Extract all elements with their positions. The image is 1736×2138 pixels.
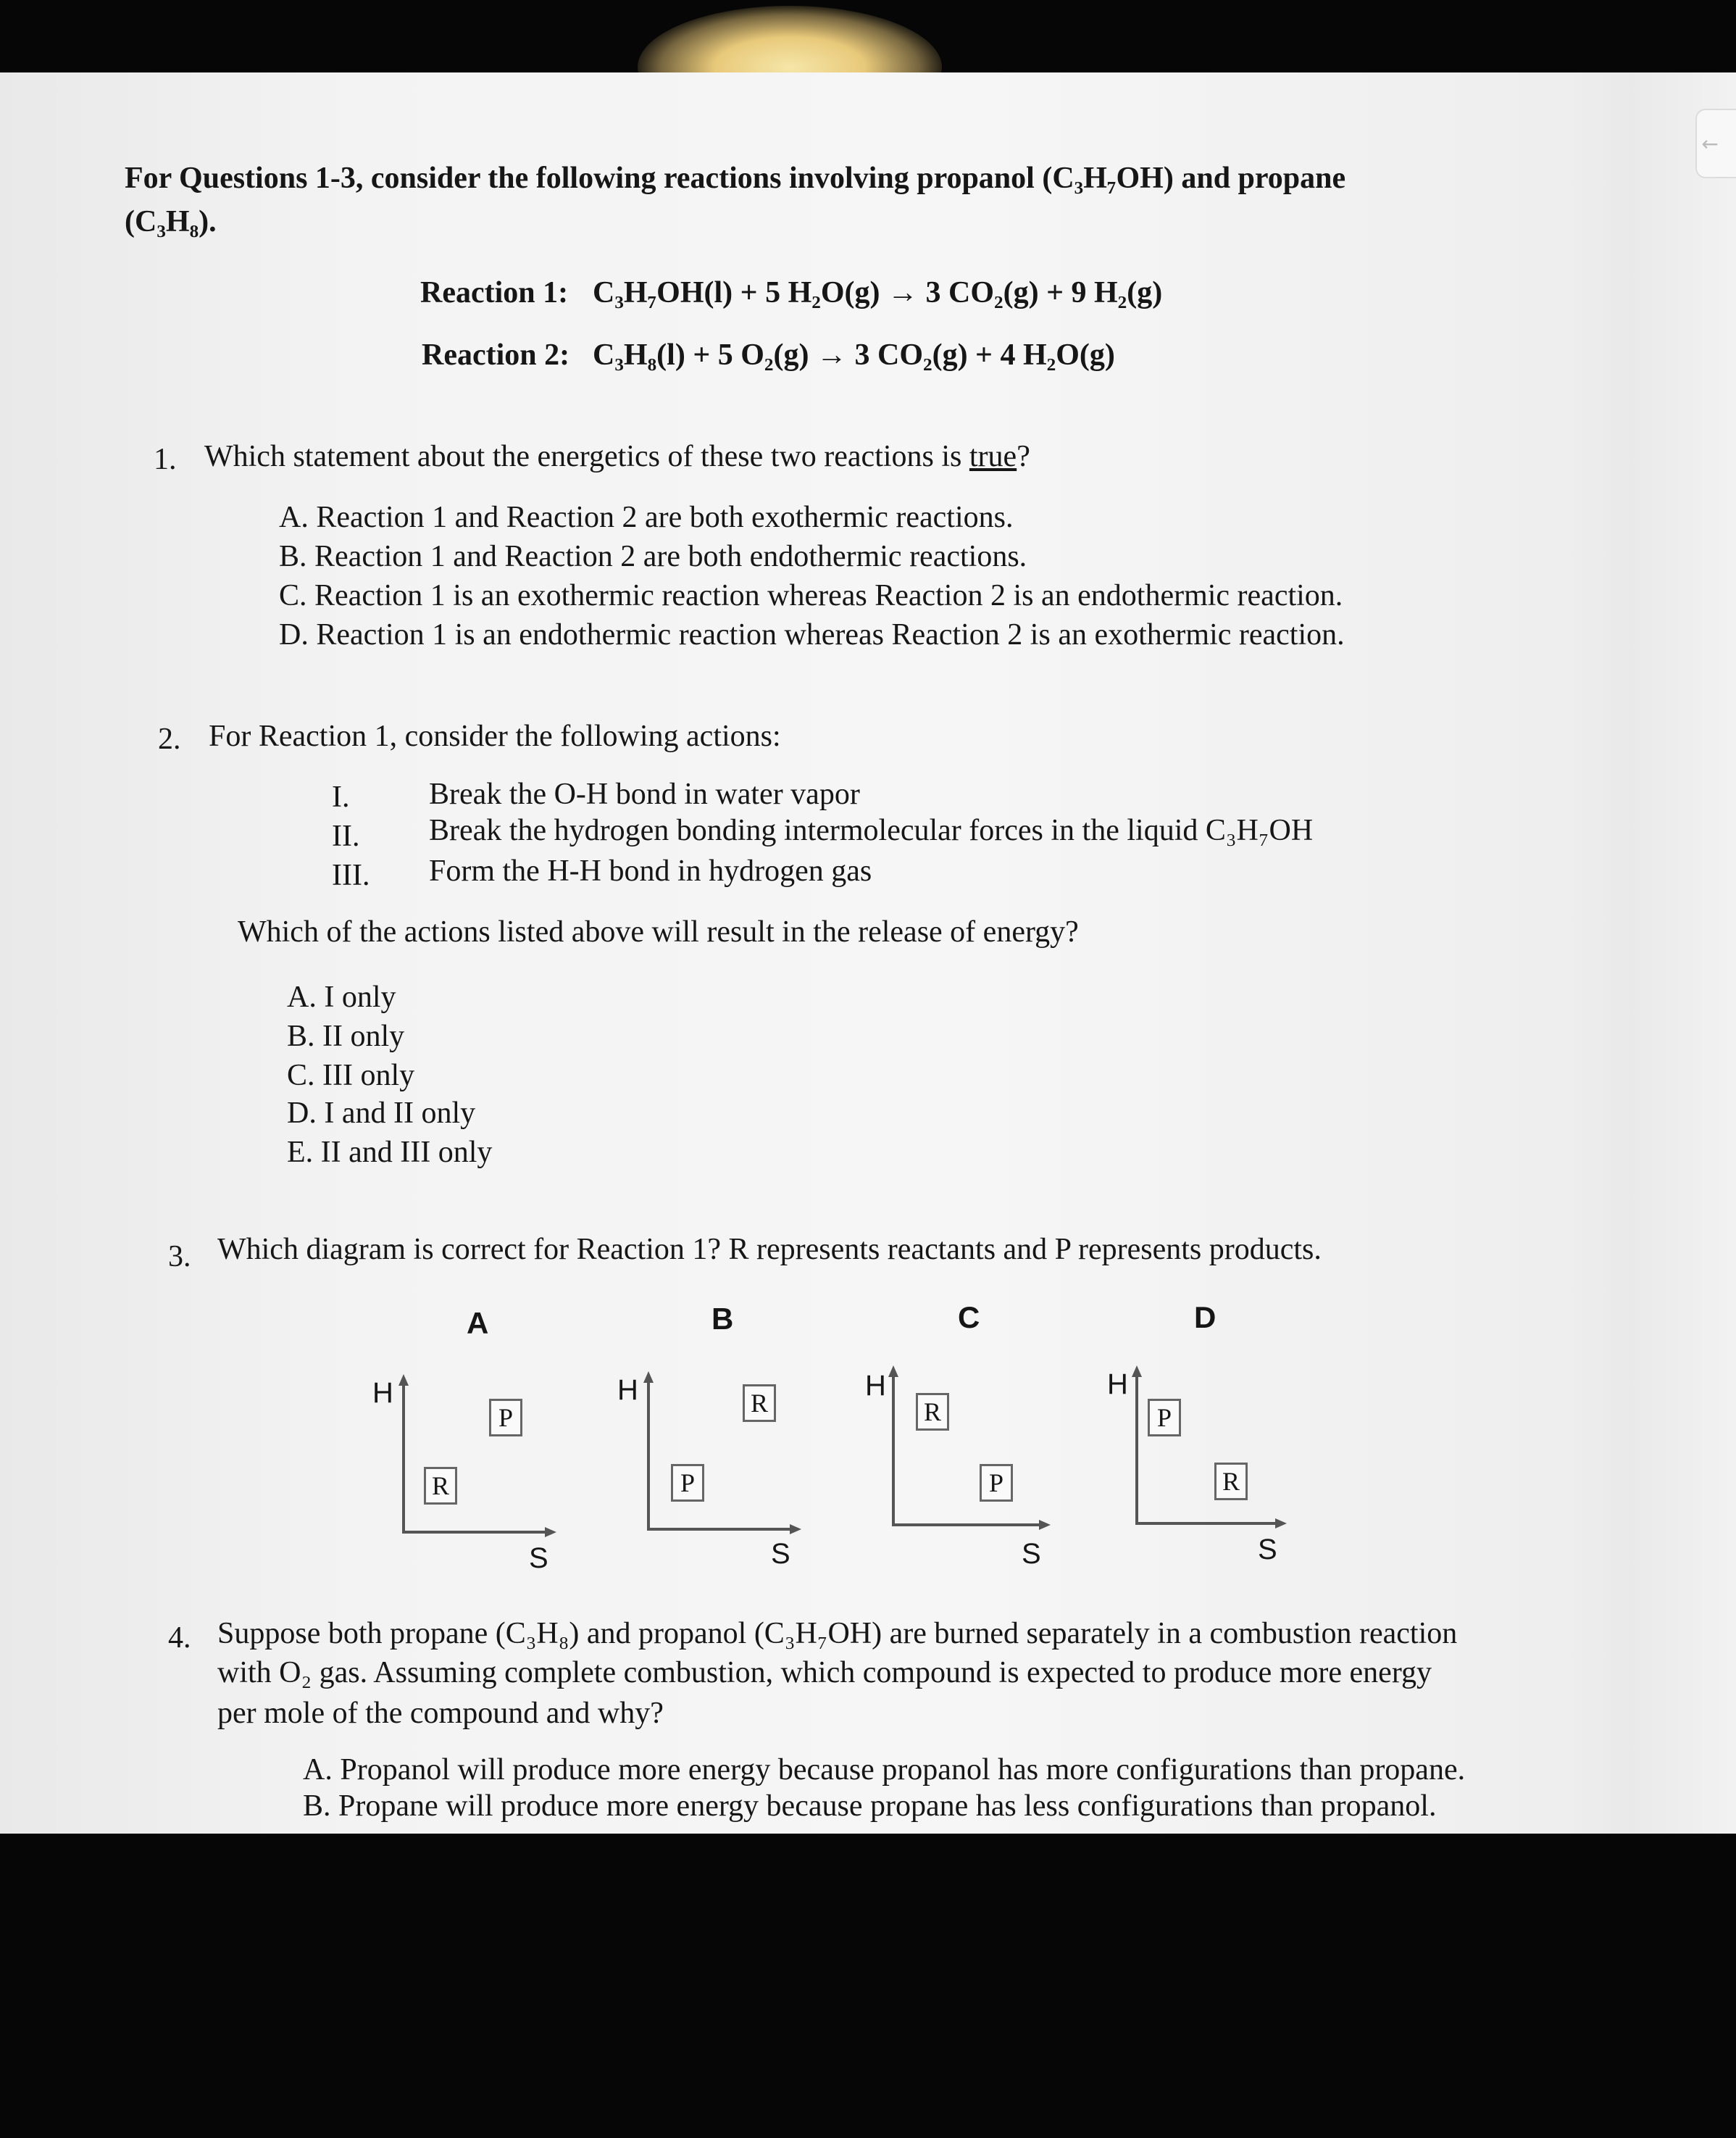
- option-letter: D.: [279, 618, 309, 652]
- q2-action-text: Break the hydrogen bonding intermolecular forces in the liquid C₃H₇OH: [429, 814, 1314, 847]
- q4-option-b[interactable]: [303, 1789, 1436, 1823]
- diagram-c-x-axis: [892, 1523, 1041, 1526]
- diagram-c-label: C: [958, 1300, 980, 1334]
- q1-option-b[interactable]: [279, 539, 1027, 574]
- q2-action-numeral: I.: [332, 781, 350, 814]
- option-text: II and III only: [320, 1136, 493, 1169]
- diagram-a-product-box: P: [489, 1399, 522, 1436]
- diagram-c-y-axis: [892, 1376, 895, 1526]
- q2-option-e[interactable]: [287, 1135, 492, 1170]
- q2-stem: For Reaction 1, consider the following actions:: [209, 720, 781, 753]
- option-text: III only: [322, 1059, 415, 1092]
- document-page: [0, 72, 1736, 1834]
- q2-option-b[interactable]: [287, 1019, 404, 1054]
- diagram-b-product-box: P: [671, 1464, 704, 1502]
- intro-line-2: (C₃H₈).: [125, 205, 217, 238]
- diagram-c-product-box: P: [980, 1464, 1013, 1502]
- q1-option-c[interactable]: [279, 578, 1343, 613]
- arrow-right-icon: [1039, 1520, 1051, 1530]
- q4-option-a[interactable]: [303, 1752, 1465, 1787]
- option-text: Propanol will produce more energy because propanol has more configurations than propane.: [340, 1753, 1466, 1786]
- reaction-1-equation: C₃H₇OH(l) + 5 H₂O(g) → 3 CO₂(g) + 9 H₂(g): [593, 276, 1163, 309]
- q4-stem-line-1: Suppose both propane (C₃H₈) and propanol (C₃H₇OH) are burned separately in a combustion reaction: [217, 1617, 1458, 1650]
- arrow-right-icon: [790, 1524, 801, 1534]
- q2-action-numeral: II.: [332, 820, 360, 853]
- option-text: Reaction 1 and Reaction 2 are both exothermic reactions.: [316, 501, 1014, 534]
- diagram-b-x-axis: [647, 1528, 792, 1531]
- option-text: I only: [324, 981, 396, 1014]
- q3-number: 3.: [168, 1240, 191, 1273]
- q1-option-d[interactable]: [279, 617, 1345, 652]
- q2-number: 2.: [158, 723, 181, 756]
- diagram-a-reactant-box: R: [424, 1467, 457, 1505]
- option-letter: E.: [287, 1136, 314, 1169]
- q1-stem-emphasis: true: [969, 440, 1017, 473]
- arrow-right-icon: [1275, 1518, 1287, 1528]
- side-tab[interactable]: [1695, 109, 1736, 178]
- option-letter: B.: [279, 540, 307, 573]
- diagram-d-x-axis-label: S: [1258, 1534, 1277, 1565]
- arrow-right-icon: [545, 1527, 556, 1537]
- q1-number: 1.: [154, 443, 177, 476]
- option-letter: A.: [287, 981, 317, 1014]
- diagram-d-x-axis: [1135, 1522, 1277, 1525]
- q1-stem: [204, 439, 1030, 474]
- diagram-a-x-axis: [402, 1531, 547, 1534]
- q2-option-c[interactable]: [287, 1058, 414, 1093]
- side-panel: [1634, 72, 1736, 1834]
- reaction-2-label: Reaction 2:: [422, 338, 570, 372]
- diagram-b-y-axis-label: H: [617, 1374, 638, 1406]
- q4-number: 4.: [168, 1621, 191, 1655]
- option-text: I and II only: [324, 1097, 476, 1130]
- q2-action-numeral: III.: [332, 859, 370, 892]
- diagram-a-y-axis: [402, 1384, 405, 1534]
- option-letter: B.: [287, 1020, 315, 1053]
- diagram-d-y-axis-label: H: [1107, 1368, 1128, 1400]
- q3-stem: Which diagram is correct for Reaction 1? R represents reactants and P represents products.: [217, 1233, 1322, 1266]
- q2-option-d[interactable]: [287, 1096, 475, 1131]
- diagram-c-y-axis-label: H: [865, 1370, 886, 1402]
- option-letter: C.: [279, 579, 307, 612]
- intro-line-1: For Questions 1-3, consider the following reactions involving propanol (C₃H₇OH) and propane: [125, 162, 1346, 195]
- option-letter: D.: [287, 1097, 317, 1130]
- q2-action-text: Form the H-H bond in hydrogen gas: [429, 854, 872, 888]
- option-text: Reaction 1 is an endothermic reaction whereas Reaction 2 is an exothermic reaction.: [316, 618, 1345, 652]
- diagram-a-y-axis-label: H: [372, 1377, 393, 1409]
- option-text: Reaction 1 and Reaction 2 are both endothermic reactions.: [314, 540, 1027, 573]
- q4-stem-line-2: with O₂ gas. Assuming complete combustion, which compound is expected to produce more energy: [217, 1656, 1432, 1689]
- diagram-d-label: D: [1194, 1300, 1217, 1334]
- option-letter: A.: [303, 1753, 333, 1786]
- q2-question: Which of the actions listed above will result in the release of energy?: [238, 915, 1079, 949]
- option-letter: A.: [279, 501, 309, 534]
- diagram-c-x-axis-label: S: [1022, 1538, 1041, 1570]
- q1-stem-end: ?: [1017, 440, 1030, 473]
- arrow-left-icon: ←: [1701, 131, 1719, 156]
- diagram-b-x-axis-label: S: [771, 1538, 790, 1570]
- monitor-bottom-bezel: [0, 1834, 1736, 2138]
- option-letter: C.: [287, 1059, 315, 1092]
- q2-action-text: Break the O-H bond in water vapor: [429, 778, 860, 811]
- reaction-2-equation: C₃H₈(l) + 5 O₂(g) → 3 CO₂(g) + 4 H₂O(g): [593, 338, 1115, 372]
- option-text: II only: [322, 1020, 405, 1053]
- diagram-c-reactant-box: R: [916, 1393, 949, 1431]
- diagram-a-x-axis-label: S: [529, 1542, 548, 1574]
- q2-option-a[interactable]: [287, 980, 396, 1015]
- diagram-d-y-axis: [1135, 1376, 1138, 1525]
- option-text: Propane will produce more energy because propane has less configurations than propanol.: [338, 1789, 1437, 1823]
- diagram-d-product-box: P: [1148, 1399, 1181, 1436]
- diagram-b-y-axis: [647, 1381, 650, 1531]
- q1-stem-text: Which statement about the energetics of these two reactions is: [204, 440, 962, 473]
- option-text: Reaction 1 is an exothermic reaction whereas Reaction 2 is an endothermic reaction.: [314, 579, 1343, 612]
- q4-stem-line-3: per mole of the compound and why?: [217, 1697, 664, 1730]
- diagram-a-label: A: [467, 1306, 489, 1340]
- diagram-b-label: B: [711, 1302, 734, 1336]
- diagram-b-reactant-box: R: [743, 1384, 776, 1422]
- reaction-1-label: Reaction 1:: [420, 276, 569, 309]
- diagram-d-reactant-box: R: [1214, 1463, 1248, 1500]
- option-letter: B.: [303, 1789, 331, 1823]
- q1-option-a[interactable]: [279, 500, 1014, 535]
